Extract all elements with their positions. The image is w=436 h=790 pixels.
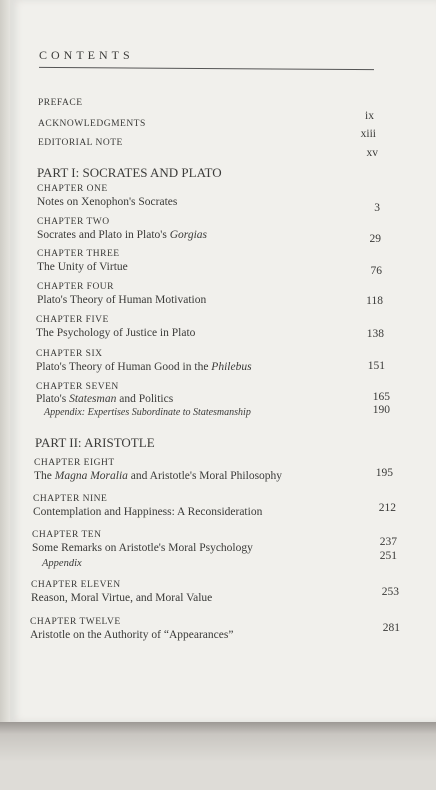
chapter-page: 151: [367, 360, 385, 372]
appendix-page: 190: [372, 404, 390, 416]
chapter-label: CHAPTER EIGHT: [34, 458, 115, 468]
chapter-label: CHAPTER THREE: [37, 249, 120, 259]
chapter-label: CHAPTER SEVEN: [36, 382, 119, 392]
chapter-page: 76: [370, 265, 382, 277]
part-one-title: SOCRATES AND PLATO: [82, 165, 222, 180]
front-editorial-note-page: xv: [366, 147, 378, 159]
front-preface: PREFACE: [38, 98, 83, 108]
chapter-title: The Psychology of Justice in Plato: [36, 327, 196, 339]
chapter-title: Reason, Moral Virtue, and Moral Value: [31, 592, 213, 604]
chapter-label: CHAPTER FOUR: [37, 282, 114, 292]
chapter-page: 29: [369, 233, 381, 245]
part-two-heading: [35, 435, 155, 451]
chapter-page: 281: [382, 622, 400, 634]
part-one-prefix: PART I:: [37, 165, 80, 180]
chapter-page: 165: [372, 391, 390, 403]
chapter-page: 253: [381, 586, 399, 598]
chapter-label: CHAPTER TEN: [32, 530, 102, 540]
chapter-page: 195: [375, 467, 393, 479]
chapter-appendix: Appendix: [42, 558, 82, 569]
chapter-label: CHAPTER TWELVE: [30, 617, 121, 627]
front-acknowledgments-page: xiii: [360, 128, 376, 140]
front-acknowledgments: ACKNOWLEDGMENTS: [38, 119, 146, 129]
chapter-label: CHAPTER FIVE: [36, 315, 109, 325]
chapter-title: Socrates and Plato in Plato's Gorgias: [37, 229, 207, 241]
front-preface-page: ix: [365, 110, 374, 122]
chapter-label: CHAPTER SIX: [36, 349, 103, 359]
chapter-page: 118: [366, 295, 383, 307]
chapter-title: Plato's Statesman and Politics: [36, 393, 174, 405]
chapter-label: CHAPTER TWO: [37, 217, 110, 227]
chapter-page: 138: [366, 328, 384, 340]
chapter-page: 3: [374, 202, 380, 214]
chapter-title: Plato's Theory of Human Good in the Philebus: [36, 361, 252, 373]
chapter-title: Some Remarks on Aristotle's Moral Psychology: [32, 542, 253, 554]
chapter-label: CHAPTER NINE: [33, 494, 108, 504]
part-one-heading: [37, 165, 222, 181]
chapter-title: Notes on Xenophon's Socrates: [37, 196, 178, 208]
chapter-title: Plato's Theory of Human Motivation: [37, 294, 207, 306]
chapter-label: CHAPTER ONE: [37, 184, 108, 194]
chapter-title: The Magna Moralia and Aristotle's Moral Philosophy: [34, 470, 283, 482]
book-bottom-edge: [0, 722, 436, 790]
appendix-page: 251: [379, 550, 397, 562]
chapter-page: 237: [379, 536, 397, 548]
chapter-title: Aristotle on the Authority of “Appearances”: [30, 629, 234, 641]
part-two-title: ARISTOTLE: [84, 435, 155, 450]
chapter-page: 212: [378, 502, 396, 514]
part-two-prefix: PART II:: [35, 435, 82, 450]
chapter-title: The Unity of Virtue: [37, 261, 128, 273]
chapter-title: Contemplation and Happiness: A Reconsideration: [33, 506, 263, 518]
chapter-label: CHAPTER ELEVEN: [31, 580, 121, 590]
chapter-appendix: Appendix: Expertises Subordinate to Statesmanship: [44, 407, 251, 418]
contents-heading: CONTENTS: [39, 48, 134, 62]
front-editorial-note: EDITORIAL NOTE: [38, 138, 123, 148]
